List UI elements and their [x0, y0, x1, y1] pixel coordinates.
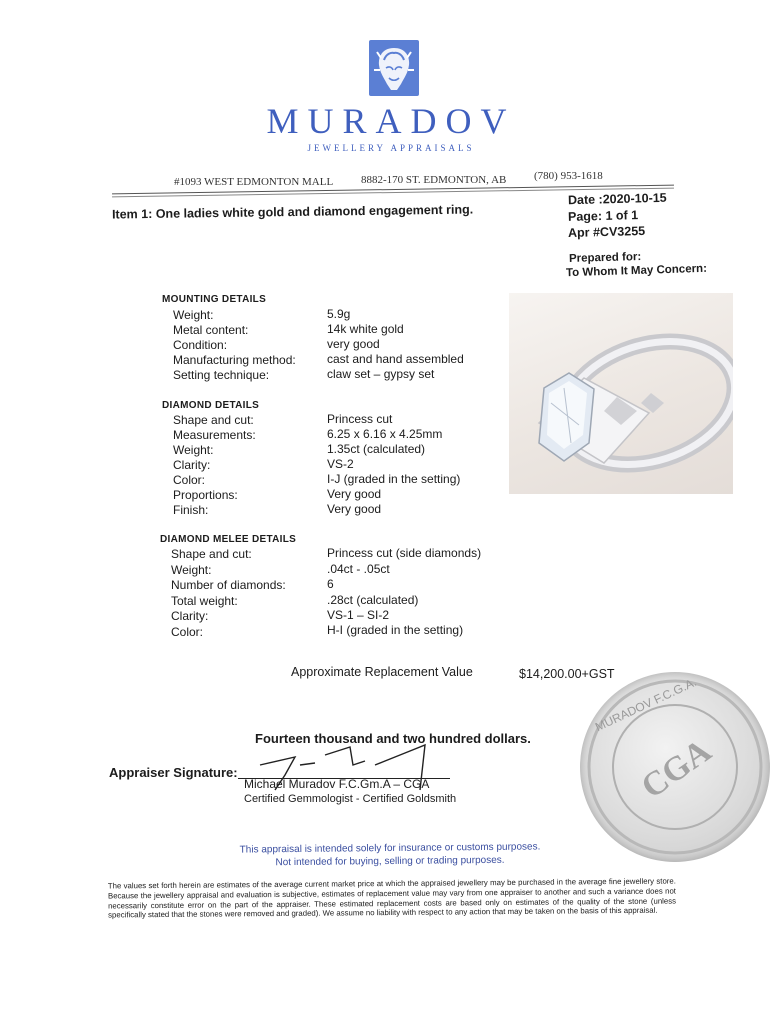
melee-label: Clarity: — [171, 609, 209, 623]
diamond-value: I-J (graded in the setting) — [327, 472, 461, 486]
replacement-value-amount: $14,200.00+GST — [519, 667, 615, 681]
diamond-label: Clarity: — [173, 458, 211, 472]
diamond-label: Shape and cut: — [173, 413, 254, 427]
mounting-heading: MOUNTING DETAILS — [162, 294, 267, 305]
appraisal-number: Apr #CV3255 — [567, 223, 646, 241]
value-in-words: Fourteen thousand and two hundred dollars. — [255, 731, 531, 746]
melee-heading: DIAMOND MELEE DETAILS — [160, 534, 297, 545]
diamond-value: Very good — [327, 487, 382, 501]
brand-subtitle: JEWELLERY APPRAISALS — [307, 143, 475, 153]
diamond-heading: DIAMOND DETAILS — [162, 400, 260, 411]
replacement-value-label: Approximate Replacement Value — [291, 665, 473, 679]
diamond-label: Color: — [173, 473, 206, 487]
diamond-label: Finish: — [173, 503, 209, 517]
diamond-label: Measurements: — [173, 428, 256, 442]
mounting-label: Weight: — [173, 308, 214, 322]
page-number: Page: 1 of 1 — [567, 208, 639, 224]
appraisal-date: Date :2020-10-15 — [567, 190, 667, 208]
melee-value: Princess cut (side diamonds) — [327, 546, 482, 560]
purpose-notice-line1: This appraisal is intended solely for insurance or customs purposes. — [239, 841, 541, 856]
address: #1093 WEST EDMONTON MALL — [174, 176, 334, 188]
melee-label: Total weight: — [171, 594, 238, 608]
diamond-value: 1.35ct (calculated) — [327, 442, 426, 456]
purpose-notice-line2: Not intended for buying, selling or trading purposes. — [275, 854, 505, 869]
mounting-label: Metal content: — [173, 323, 249, 337]
melee-value: .28ct (calculated) — [327, 593, 419, 607]
mounting-value: very good — [327, 337, 380, 351]
seal-ring-text: MURADOV F.C.G.A. — [593, 674, 699, 735]
seal-center-text: CGA — [634, 732, 718, 806]
diamond-value: VS-2 — [327, 457, 354, 471]
diamond-label: Proportions: — [173, 488, 238, 502]
diamond-label: Weight: — [173, 443, 214, 457]
mounting-value: 14k white gold — [327, 322, 404, 336]
melee-label: Color: — [171, 625, 204, 639]
ring-photo — [509, 293, 733, 494]
prepared-for: To Whom It May Concern: — [565, 262, 708, 280]
melee-value: H-I (graded in the setting) — [327, 623, 464, 637]
embossed-seal — [580, 672, 770, 862]
diamond-value: 6.25 x 6.16 x 4.25mm — [327, 427, 443, 441]
prepared-for-label: Prepared for: — [568, 251, 642, 265]
item-description: Item 1: One ladies white gold and diamond engagement ring. — [111, 202, 474, 222]
street: 8882-170 ST. EDMONTON, AB — [361, 174, 507, 186]
melee-label: Shape and cut: — [171, 547, 252, 561]
mounting-label: Manufacturing method: — [173, 353, 296, 367]
mounting-value: cast and hand assembled — [327, 352, 464, 366]
diamond-value: Very good — [327, 502, 382, 516]
appraiser-title: Certified Gemmologist - Certified Goldsmith — [244, 793, 457, 805]
mounting-label: Condition: — [173, 338, 228, 352]
signature-label: Appraiser Signature: — [109, 765, 238, 780]
mounting-value: claw set – gypsy set — [327, 367, 435, 381]
diamond-value: Princess cut — [327, 412, 393, 426]
melee-value: 6 — [327, 577, 334, 591]
lion-head-icon — [369, 40, 419, 96]
melee-value: .04ct - .05ct — [327, 562, 390, 576]
melee-label: Weight: — [171, 563, 212, 577]
brand-name: MURADOV — [266, 101, 516, 141]
appraiser-name: Michael Muradov F.C.Gm.A – CGA — [244, 777, 430, 791]
mounting-label: Setting technique: — [173, 368, 270, 382]
melee-label: Number of diamonds: — [171, 578, 286, 592]
melee-value: VS-1 – SI-2 — [327, 608, 390, 622]
phone: (780) 953-1618 — [534, 170, 603, 182]
disclaimer: The values set forth herein are estimates of the average current market price at which the appraised jewellery may be purchased in the average fine jewellery store. Because the jewellery appraisal and evaluation is subjective, estimates of replacement value may vary from one appraiser to another and such a variance does not necessarily constitute error on the part of the appraiser. These estimated replacement costs are based only on estimates of the quality of the stone (unless specifically stated that the stones were removed and graded). We assume no liability with respect to any action that may be taken on the basis of this appraisal. — [107, 876, 677, 920]
mounting-value: 5.9g — [327, 307, 351, 321]
